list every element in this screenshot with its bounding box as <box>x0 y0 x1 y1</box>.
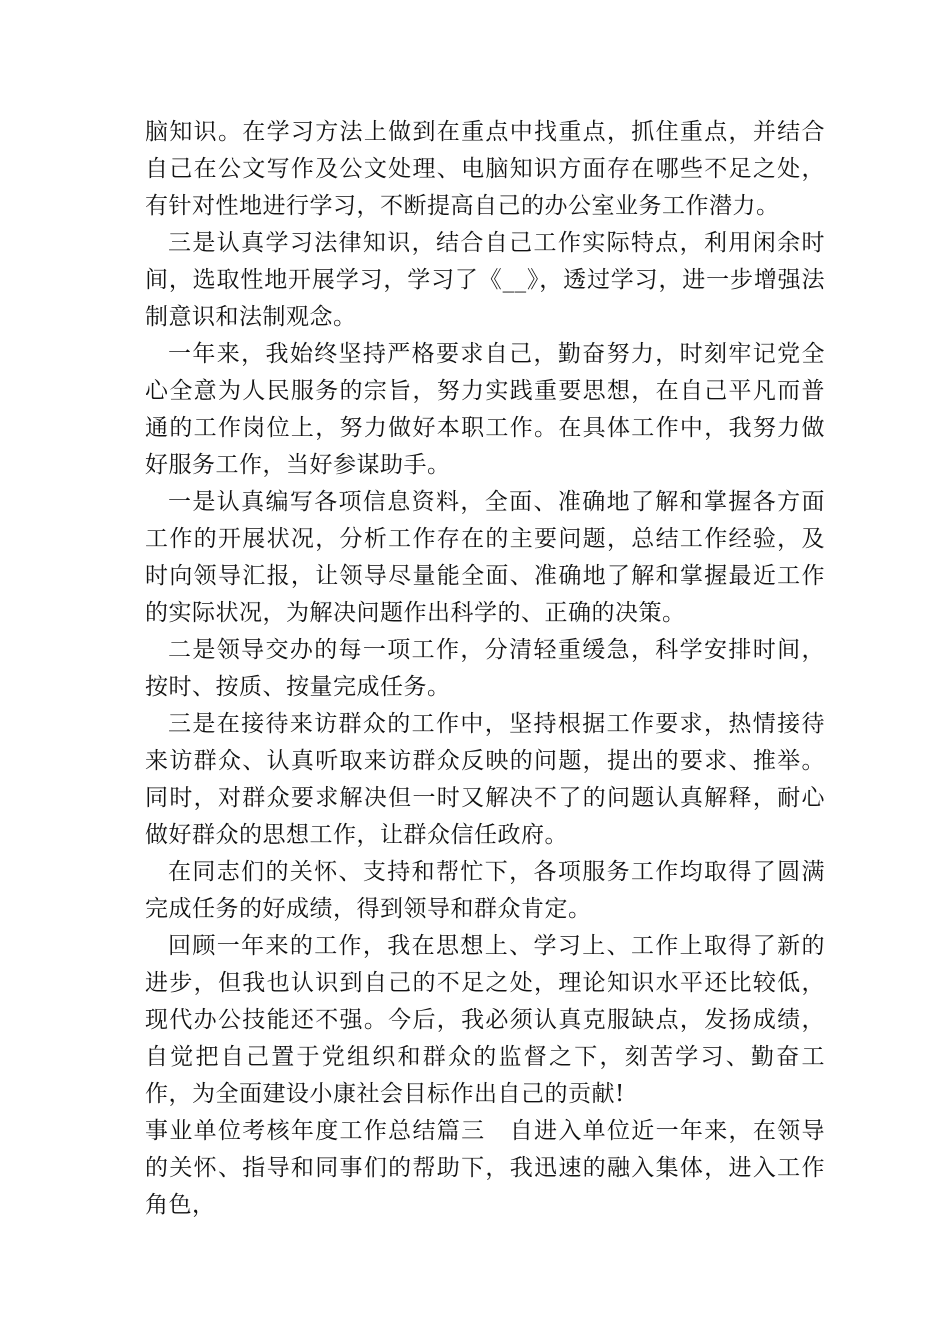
paragraph-4: 一是认真编写各项信息资料，全面、准确地了解和掌握各方面工作的开展状况，分析工作存在的主要问题，总结工作经验，及时向领导汇报，让领导尽量能全面、准确地了解和掌握最近工作的实际状况，为解决问题作出科学的、正确的决策。 <box>145 489 825 626</box>
document-body <box>145 114 825 1224</box>
paragraph-2: 三是认真学习法律知识，结合自己工作实际特点，利用闲余时间，选取性地开展学习，学习了《__》，透过学习，进一步增强法制意识和法制观念。 <box>145 230 825 330</box>
paragraph-1: 脑知识。在学习方法上做到在重点中找重点，抓住重点，并结合自己在公文写作及公文处理、电脑知识方面存在哪些不足之处，有针对性地进行学习，不断提高自己的办公室业务工作潜力。 <box>145 119 825 219</box>
paragraph-8: 回顾一年来的工作，我在思想上、学习上、工作上取得了新的进步，但我也认识到自己的不足之处，理论知识水平还比较低，现代办公技能还不强。今后，我必须认真克服缺点，发扬成绩，自觉把自己置于党组织和群众的监督之下，刻苦学习、勤奋工作，为全面建设小康社会目标作出自己的贡献! <box>145 933 825 1107</box>
paragraph-5: 二是领导交办的每一项工作，分清轻重缓急，科学安排时间，按时、按质、按量完成任务。 <box>145 637 825 700</box>
paragraph-6: 三是在接待来访群众的工作中，坚持根据工作要求，热情接待来访群众、认真听取来访群众反映的问题，提出的要求、推举。同时，对群众要求解决但一时又解决不了的问题认真解释，耐心做好群众的思想工作，让群众信任政府。 <box>145 711 825 848</box>
paragraph-7: 在同志们的关怀、支持和帮忙下，各项服务工作均取得了圆满完成任务的好成绩，得到领导和群众肯定。 <box>145 859 825 922</box>
paragraph-3: 一年来，我始终坚持严格要求自己，勤奋努力，时刻牢记党全心全意为人民服务的宗旨，努力实践重要思想，在自己平凡而普通的工作岗位上，努力做好本职工作。在具体工作中，我努力做好服务工作，当好参谋助手。 <box>145 341 825 478</box>
paragraph-9-section-heading: 事业单位考核年度工作总结篇三 自进入单位近一年来，在领导的关怀、指导和同事们的帮助下，我迅速的融入集体，进入工作角色， <box>145 1118 825 1218</box>
